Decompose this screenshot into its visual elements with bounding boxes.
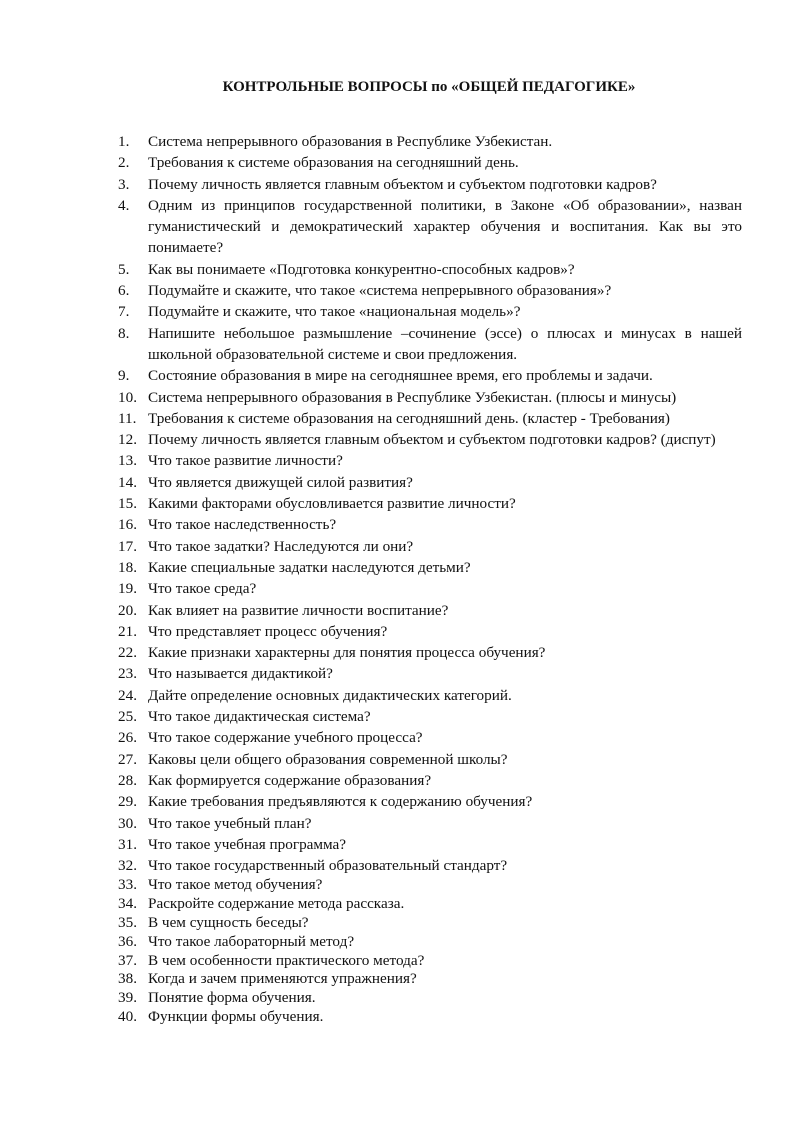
question-item: [118, 493, 742, 514]
question-item: [118, 1008, 742, 1027]
question-item: [118, 131, 742, 152]
question-number: 23.: [118, 665, 137, 683]
question-text: Что такое учебная программа?: [148, 835, 347, 853]
question-item: [118, 914, 742, 933]
question-number: 25.: [118, 708, 137, 726]
question-number: 24.: [118, 686, 137, 704]
question-text: Что является движущей силой развития?: [148, 473, 413, 491]
question-text: Как вы понимаете «Подготовка конкурентно-способных кадров»?: [148, 260, 575, 278]
question-number: 34.: [118, 895, 137, 913]
question-item: [118, 621, 742, 642]
question-text: Каковы цели общего образования современной школы?: [148, 750, 508, 768]
question-number: 29.: [118, 793, 137, 811]
question-item: [118, 429, 742, 450]
question-item: [118, 834, 742, 855]
question-text: Напишите небольшое размышление –сочинение (эссе) о плюсах и минусах в нашей школьной образовательной системе и свои предложения.: [148, 324, 742, 363]
question-text: Понятие форма обучения.: [148, 989, 316, 1007]
question-item: [118, 770, 742, 791]
question-item: [118, 895, 742, 914]
question-text: Что такое метод обучения?: [148, 876, 323, 894]
question-number: 2.: [118, 154, 130, 172]
question-text: Что называется дидактикой?: [148, 665, 333, 683]
question-number: 39.: [118, 989, 137, 1007]
question-text: Что такое государственный образовательный стандарт?: [148, 857, 508, 875]
question-item: [118, 663, 742, 684]
question-text: Одним из принципов государственной политики, в Законе «Об образовании», назван гуманистический и демократический характер обучения и воспитания. Как вы это понимаете?: [148, 196, 742, 257]
question-number: 33.: [118, 876, 137, 894]
question-text: Почему личность является главным объектом и субъектом подготовки кадров? (диспут): [148, 431, 716, 449]
question-item: [118, 813, 742, 834]
question-text: Что такое среда?: [148, 580, 257, 598]
question-number: 35.: [118, 913, 137, 931]
question-number: 4.: [118, 196, 130, 214]
question-number: 16.: [118, 516, 137, 534]
question-item: [118, 280, 742, 301]
question-text: Что такое задатки? Наследуются ли они?: [148, 537, 414, 555]
question-number: 30.: [118, 814, 137, 832]
question-item: [118, 472, 742, 493]
question-number: 19.: [118, 580, 137, 598]
question-number: 21.: [118, 622, 137, 640]
question-number: 13.: [118, 452, 137, 470]
question-number: 9.: [118, 367, 130, 385]
question-text: Подумайте и скажите, что такое «система непрерывного образования»?: [148, 282, 612, 300]
question-number: 36.: [118, 932, 137, 950]
question-item: [118, 365, 742, 386]
question-text: Требования к системе образования на сегодняшний день. (кластер - Требования): [148, 409, 670, 427]
question-item: [118, 989, 742, 1008]
question-text: Как формируется содержание образования?: [148, 771, 432, 789]
question-item: [118, 195, 742, 259]
question-text: Что такое лабораторный метод?: [148, 932, 355, 950]
question-text: Что представляет процесс обучения?: [148, 622, 388, 640]
question-text: Дайте определение основных дидактических категорий.: [148, 686, 512, 704]
question-text: Какие требования предъявляются к содержанию обучения?: [148, 793, 533, 811]
question-item: [118, 933, 742, 952]
question-item: [118, 259, 742, 280]
question-item: [118, 323, 742, 366]
question-number: 28.: [118, 771, 137, 789]
question-number: 5.: [118, 260, 130, 278]
question-number: 37.: [118, 951, 137, 969]
question-text: Почему личность является главным объектом и субъектом подготовки кадров?: [148, 175, 657, 193]
question-item: [118, 514, 742, 535]
question-item: [118, 727, 742, 748]
question-item: [118, 301, 742, 322]
question-text: Система непрерывного образования в Республике Узбекистан. (плюсы и минусы): [148, 388, 677, 406]
question-number: 32.: [118, 857, 137, 875]
question-text: Подумайте и скажите, что такое «национальная модель»?: [148, 303, 521, 321]
question-text: В чем сущность беседы?: [148, 913, 309, 931]
question-number: 20.: [118, 601, 137, 619]
question-text: Требования к системе образования на сегодняшний день.: [148, 154, 519, 172]
question-number: 8.: [118, 324, 130, 342]
document-title: КОНТРОЛЬНЫЕ ВОПРОСЫ по «ОБЩЕЙ ПЕДАГОГИКЕ»: [222, 79, 636, 95]
question-number: 12.: [118, 431, 137, 449]
question-text: Что такое наследственность?: [148, 516, 337, 534]
question-text: Какие специальные задатки наследуются детьми?: [148, 558, 471, 576]
question-number: 10.: [118, 388, 137, 406]
question-item: [118, 749, 742, 770]
question-number: 27.: [118, 750, 137, 768]
question-item: [118, 706, 742, 727]
question-text: Раскройте содержание метода рассказа.: [148, 895, 405, 913]
question-text: Как влияет на развитие личности воспитание?: [148, 601, 449, 619]
question-text: Состояние образования в мире на сегодняшнее время, его проблемы и задачи.: [148, 367, 653, 385]
question-item: [118, 685, 742, 706]
question-item: [118, 174, 742, 195]
question-item: [118, 578, 742, 599]
question-number: 17.: [118, 537, 137, 555]
question-text: Функции формы обучения.: [148, 1007, 324, 1025]
question-item: [118, 387, 742, 408]
question-text: Когда и зачем применяются упражнения?: [148, 970, 417, 988]
question-list: [118, 131, 742, 1027]
question-number: 11.: [118, 409, 137, 427]
question-number: 3.: [118, 175, 130, 193]
question-number: 1.: [118, 133, 130, 150]
question-text: Что такое учебный план?: [148, 814, 312, 832]
question-number: 26.: [118, 729, 137, 747]
question-item: [118, 408, 742, 429]
question-text: Что такое развитие личности?: [148, 452, 343, 470]
question-item: [118, 152, 742, 173]
question-text: Что такое дидактическая система?: [148, 708, 371, 726]
question-item: [118, 450, 742, 471]
question-text: Какие признаки характерны для понятия процесса обучения?: [148, 644, 546, 662]
question-item: [118, 536, 742, 557]
question-number: 38.: [118, 970, 137, 988]
question-text: Что такое содержание учебного процесса?: [148, 729, 423, 747]
question-number: 7.: [118, 303, 130, 321]
question-number: 14.: [118, 473, 137, 491]
question-item: [118, 952, 742, 971]
question-item: [118, 876, 742, 895]
question-number: 40.: [118, 1007, 137, 1025]
question-number: 31.: [118, 835, 137, 853]
question-item: [118, 642, 742, 663]
question-number: 18.: [118, 558, 137, 576]
question-item: [118, 970, 742, 989]
question-item: [118, 855, 742, 876]
question-item: [118, 791, 742, 812]
question-item: [118, 557, 742, 578]
question-number: 15.: [118, 495, 137, 513]
question-number: 22.: [118, 644, 137, 662]
question-item: [118, 600, 742, 621]
question-text: В чем особенности практического метода?: [148, 951, 425, 969]
question-text: Какими факторами обусловливается развитие личности?: [148, 495, 516, 513]
question-text: Система непрерывного образования в Республике Узбекистан.: [148, 133, 553, 150]
question-number: 6.: [118, 282, 130, 300]
